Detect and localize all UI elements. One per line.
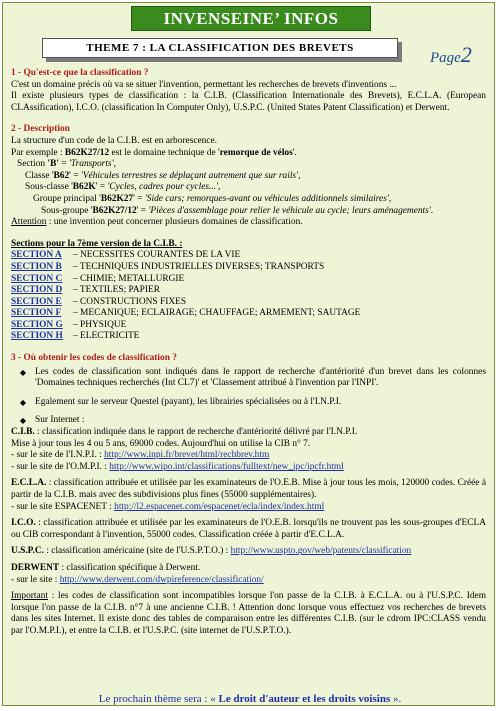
bullet-item: ◆ Egalement sur le serveur Questel (payant), les librairies spécialisées ou à l'I.N.P.I. xyxy=(11,397,486,409)
section-code: SECTION C xyxy=(11,273,63,284)
section-label: – TECHNIQUES INDUSTRIELLES DIVERSES; TRANSPORTS xyxy=(73,261,325,272)
section-label: – MECANIQUE; ECLAIRAGE; CHAUFFAGE; ARMEMENT; SAUTAGE xyxy=(73,308,361,319)
ecla-link-line: - sur le site ESPACENET : http://l2.espacenet.com/espacenet/ecla/index/index.html xyxy=(11,501,325,512)
section-label: – ELECTRICITE xyxy=(73,331,140,342)
wipo-link[interactable]: http://www.wipo.int/classifications/fulltext/new_ipc/ipcfr.html xyxy=(109,461,344,472)
section-code: SECTION G xyxy=(11,319,63,330)
next-theme-footer: Le prochain thème sera : « Le droit d'auteur et les droits voisins ». xyxy=(98,693,402,705)
section-1-para-1: C'est un domaine précis où va se situer l'invention, permettant les recherches de brevets d'inventions ... xyxy=(11,79,397,90)
attention-note: Attention : une invention peut concerner plusieurs domaines de classification. xyxy=(11,217,303,228)
sections-list xyxy=(11,250,486,343)
newsletter-title: INVENSEINE’ INFOS xyxy=(131,6,371,31)
section-code: SECTION F xyxy=(11,308,62,319)
section-2-title: 2 - Description xyxy=(11,124,70,135)
tree-subgroup: Sous-groupe 'B62K27/12' = 'Pièces d'assemblage pour relier le véhicule au cycle; leurs aménagements'. xyxy=(41,205,434,216)
section-row xyxy=(11,262,486,274)
section-row xyxy=(11,274,486,286)
section-row xyxy=(11,308,486,320)
section-row xyxy=(11,285,486,297)
cib-link-ompi-line: - sur le site de l'O.M.P.I. : http://www.wipo.int/classifications/fulltext/new_ipc/ipcfr.html xyxy=(11,461,344,472)
cib-desc: C.I.B. : classification indiquée dans le rapport de recherche d'antériorité délivré par l'I.N.P.I. xyxy=(11,427,358,438)
example-line: Par exemple : B62K27/12 est le domaine technique de 'remorque de vélos'. xyxy=(11,147,297,158)
section-code: SECTION B xyxy=(11,261,62,272)
diamond-bullet-icon: ◆ xyxy=(19,416,27,426)
section-label: – CONSTRUCTIONS FIXES xyxy=(73,296,187,307)
tree-subclass: Sous-classe 'B62K' = 'Cycles, cadres pour cycles...', xyxy=(25,182,221,193)
inpi-link[interactable]: http://www.inpi.fr/brevet/html/rechbrev.htm xyxy=(104,450,270,461)
section-label: – NECESSITES COURANTES DE LA VIE xyxy=(73,250,241,261)
cib-desc-2: Mise à jour tous les 4 ou 5 ans, 69000 codes. Aujourd'hui on utilise la CIB n° 7. xyxy=(11,438,311,449)
section-2-para-1: La structure d'un code de la C.I.B. est en arborescence. xyxy=(11,135,218,146)
diamond-bullet-icon: ◆ xyxy=(19,367,27,377)
sections-title: Sections pour la 7ème version de la C.I.B. : xyxy=(11,238,183,249)
section-code: SECTION D xyxy=(11,285,63,296)
section-3-title: 3 - Où obtenir les codes de classification ? xyxy=(11,353,177,364)
section-label: – PHYSIQUE xyxy=(73,319,127,330)
ico-desc: I.C.O. : classification attribuée et utilisée par les examinateurs de l'O.E.B. lorsqu'ils ne trouvent pas les sous-groupes d'ECLA ou CIB correspondant à l'invention, 55000 codes. Classification créée à partir d'E.C.L.A. xyxy=(11,518,486,540)
page-number: Page2 xyxy=(430,42,472,67)
tree-class: Classe 'B62' = 'Véhicules terrestres se déplaçant autrement que sur rails', xyxy=(25,170,301,181)
uspc-desc: U.S.P.C. : classification américaine (site de l'U.S.P.T.O.) : http://www.uspto.gov/web/patents/classification xyxy=(11,546,412,557)
tree-main-group: Groupe principal 'B62K27' = 'Side cars; remorques-avant ou véhicules additionnels similaires', xyxy=(33,193,392,204)
main-content xyxy=(11,68,486,638)
section-row xyxy=(11,250,486,262)
section-1-title: 1 - Qu'est-ce que la classification ? xyxy=(11,68,149,78)
derwent-desc: DERWENT : classification spécifique à Derwent. xyxy=(11,562,201,573)
section-code: SECTION E xyxy=(11,296,62,307)
theme-title: THEME 7 : LA CLASSIFICATION DES BREVETS xyxy=(42,38,398,58)
diamond-bullet-icon: ◆ xyxy=(19,397,27,407)
ecla-desc: E.C.L.A. : classification attribuée et utilisée par les examinateurs de l'O.E.B. Mise à jour tous les mois, 120000 codes. Créée à partir de la C.I.B. mais avec des subdivisions plus fines (55000 supplémentaires). xyxy=(11,478,486,500)
section-row xyxy=(11,320,486,332)
tree-section: Section 'B' = 'Transports', xyxy=(17,159,116,170)
bullet-item: ◆ Sur Internet : xyxy=(11,415,486,427)
important-note: Important : les codes de classification sont incompatibles lorsque l'on passe de la C.I.B. à E.C.L.A. ou à l'U.S.P.C. Idem lorsque l'on passe de la C.I.B. n°7 à une ancienne C.I.B. ! Attention donc lorsque vous effectuez vos recherches de brevets dans les sites Internet. Il existe donc des tables de comparaison entre les différentes C.I.B. (sur le cdrom IPC:CLASS vendu par l'O.M.P.I.), et entre la C.I.B. et l'U.S.P.C. (site internet de l'U.S.P.T.O.). xyxy=(11,591,486,636)
bullet-item: ◆ Les codes de classification sont indiqués dans le rapport de recherche d'antériorité d'un brevet dans les colonnes 'Domaines techniques recherchés (Int CL7)' et 'Classement attribué à l'invention par l'INPI'. xyxy=(11,367,486,390)
section-row xyxy=(11,331,486,343)
section-row xyxy=(11,297,486,309)
uspto-link[interactable]: http://www.uspto.gov/web/patents/classification xyxy=(230,546,412,557)
section-code: SECTION H xyxy=(11,331,63,342)
section-label: – TEXTILES; PAPIER xyxy=(73,285,160,296)
espacenet-link[interactable]: http://l2.espacenet.com/espacenet/ecla/index/index.html xyxy=(114,501,325,512)
section-1-para-2: Il existe plusieurs types de classification : la C.I.B. (Classification Internationale des Brevets), E.C.L.A. (European CLAssification), I.C.O. (classification In Computer Only), U.S.P.C. (United States Patent Classification) et Derwent. xyxy=(11,91,486,113)
section-label: – CHIMIE; METALLURGIE xyxy=(73,273,185,284)
derwent-link[interactable]: http://www.derwent.com/dwpireference/classification/ xyxy=(59,574,264,585)
section-code: SECTION A xyxy=(11,250,62,261)
cib-link-inpi-line: - sur le site de l'I.N.P.I. : http://www.inpi.fr/brevet/html/rechbrev.htm xyxy=(11,450,270,461)
derwent-link-line: - sur le site : http://www.derwent.com/dwpireference/classification/ xyxy=(11,574,264,585)
